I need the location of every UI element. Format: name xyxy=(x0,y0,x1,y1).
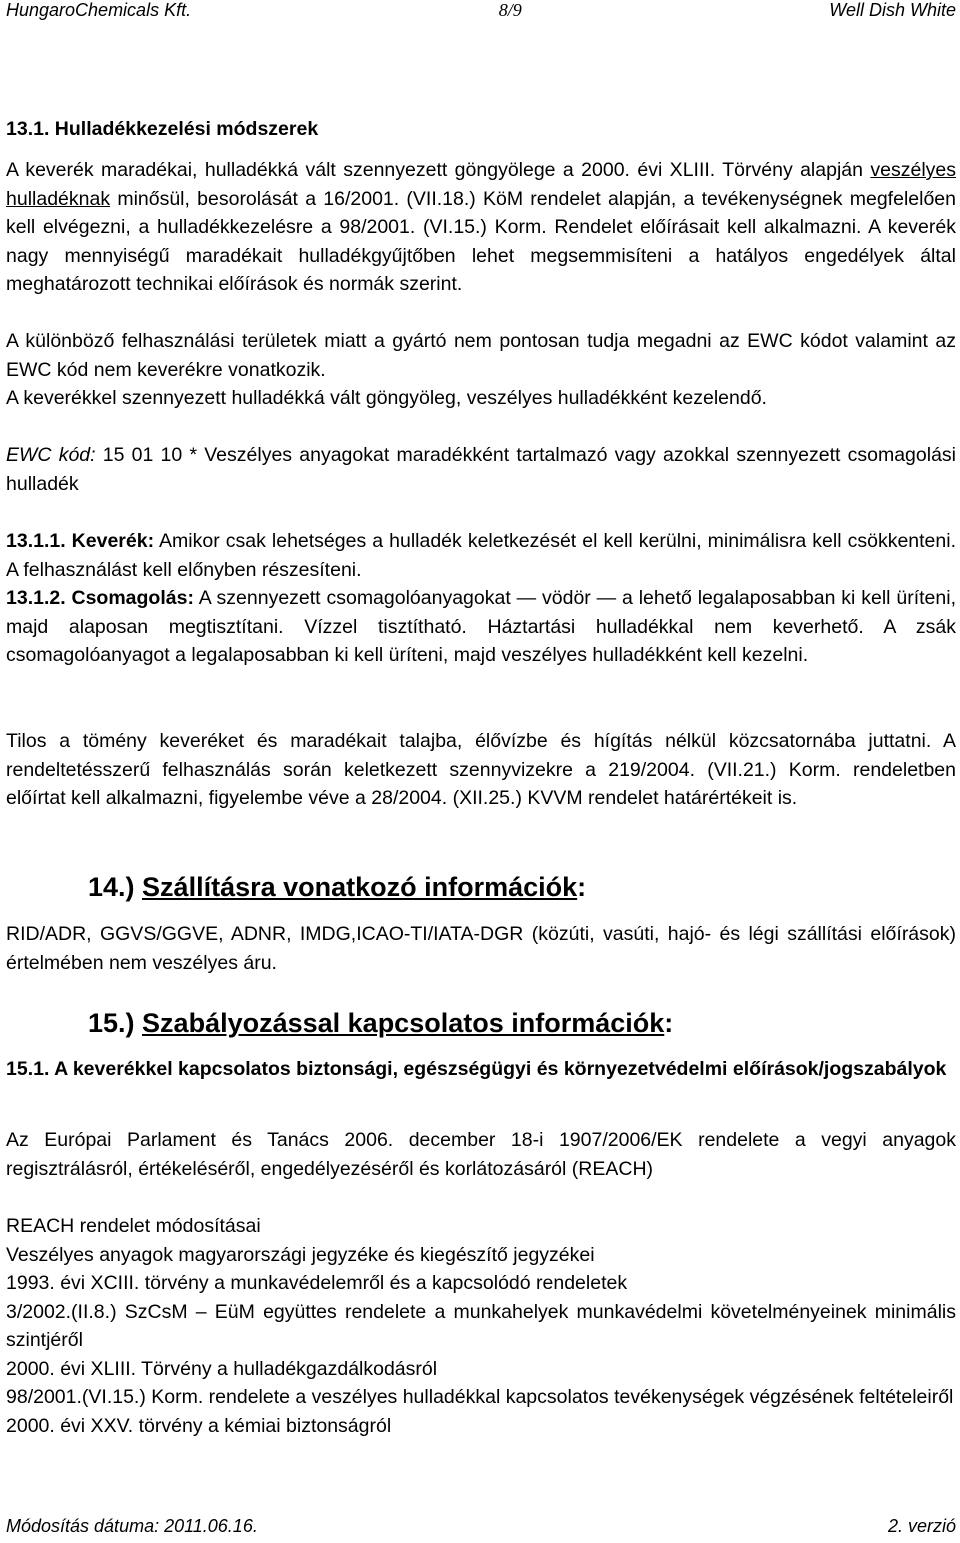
footer-version: 2. verzió xyxy=(887,1516,956,1536)
reach-regulation: Az Európai Parlament és Tanács 2006. december 18-i 1907/2006/EK rendelete a vegyi anyagok regisztrálásról, értékeléséről, engedélyezéséről és korlátozásáról (REACH) xyxy=(6,1129,956,1180)
header-page-number: 8/9 xyxy=(498,0,522,20)
ewc-code-text: 15 01 10 * Veszélyes anyagokat maradékként tartalmazó vagy azokkal szennyezett csomagolási hulladék xyxy=(6,444,956,495)
regulation-item: 2000. évi XLIII. Törvény a hulladékgazdálkodásról xyxy=(6,1357,438,1380)
page-footer xyxy=(6,1516,956,1537)
section-14-number: 14.) xyxy=(88,872,135,902)
page-header xyxy=(6,0,956,21)
section-15-title: Szabályozással kapcsolatos információk xyxy=(142,1008,665,1038)
section-13-1-2-text: A szennyezett csomagolóanyagokat — vödör — a lehető legalaposabban ki kell üríteni, majd alaposan megtisztítani. Vízzel tisztítható. Háztartási hulladékkal nem keverhető. A zsák csomagolóanyagot a legalaposabban ki kell üríteni, majd veszélyes hulladékként kell kezelni. xyxy=(6,587,956,666)
section-13-1-paragraph-2: A különböző felhasználási területek miatt a gyártó nem pontosan tudja megadni az EWC kódot valamint az EWC kód nem keverékre vonatkozik. xyxy=(6,330,956,381)
section-13-1-paragraph-3: A keverékkel szennyezett hulladékká vált göngyöleg, veszélyes hulladékként kezelendő. xyxy=(6,387,767,409)
header-company: HungaroChemicals Kft. xyxy=(6,0,192,20)
footer-modified-date: Módosítás dátuma: 2011.06.16. xyxy=(6,1516,258,1536)
regulation-item: REACH rendelet módosításai xyxy=(6,1215,261,1237)
ewc-code-label: EWC kód: xyxy=(6,444,96,466)
section-13-1-1-label: 13.1.1. Keverék: xyxy=(6,530,155,552)
regulation-item: 1993. évi XCIII. törvény a munkavédelemről és a kapcsolódó rendeletek xyxy=(6,1272,628,1294)
section-13-1-2 xyxy=(6,584,956,670)
section-14-title: Szállításra vonatkozó információk xyxy=(142,872,578,902)
header-product: Well Dish White xyxy=(829,0,956,20)
section-14-heading xyxy=(88,870,586,904)
section-13-1-2-label: 13.1.2. Csomagolás: xyxy=(6,587,194,609)
section-15-1-title: 15.1. A keverékkel kapcsolatos biztonsági, egészségügyi és környezetvédelmi előírások/jogszabályok xyxy=(6,1058,947,1080)
regulation-list xyxy=(6,1212,956,1440)
section-14-text: RID/ADR, GGVS/GGVE, ADNR, IMDG,ICAO-TI/IATA-DGR (közúti, vasúti, hajó- és légi szállítási előírások) értelmében nem veszélyes áru. xyxy=(6,923,956,974)
section-13-1-1-text: Amikor csak lehetséges a hulladék keletkezését el kell kerülni, minimálisra kell csökkenteni. A felhasználást kell előnyben részesíteni. xyxy=(6,530,956,581)
section-14-colon: : xyxy=(577,872,587,902)
regulation-item: 3/2002.(II.8.) SzCsM – EüM együttes rendelete a munkahelyek munkavédelmi követelményeinek minimális szintjéről xyxy=(6,1300,956,1351)
section-13-1-title: 13.1. Hulladékkezelési módszerek xyxy=(6,118,319,140)
p1-text-a: A keverék maradékai, hulladékká vált szennyezett göngyölege a 2000. évi XLIII. Törvény alapján xyxy=(6,159,871,181)
regulation-item: 2000. évi XXV. törvény a kémiai biztonságról xyxy=(6,1414,392,1437)
regulation-item: Veszélyes anyagok magyarországi jegyzéke és kiegészítő jegyzékei xyxy=(6,1243,595,1266)
section-13-1-1 xyxy=(6,527,956,584)
ewc-code-paragraph xyxy=(6,441,956,498)
regulation-item: 98/2001.(VI.15.) Korm. rendelete a veszélyes hulladékkal kapcsolatos tevékenységek végzésének feltételeiről xyxy=(6,1386,954,1408)
section-15-heading xyxy=(88,1006,673,1040)
p1-text-b: minősül, besorolását a 16/2001. (VII.18.) KöM rendelet alapján, a tevékenységnek megfelelően kell elvégezni, a hulladékkezelésre a 98/2001. (VI.15.) Korm. Rendelet előírásait kell alkalmazni. A keverék nagy mennyiségű maradékait hulladékgyűjtőben lehet megsemmisíteni a hatályos engedélyek által meghatározott technikai előírások és normák szerint. xyxy=(6,187,956,295)
hazardous-waste-link[interactable]: veszélyes hulladéknak xyxy=(6,159,956,210)
section-15-number: 15.) xyxy=(88,1008,135,1038)
section-15-colon: : xyxy=(664,1008,674,1038)
prohibition-paragraph: Tilos a tömény keveréket és maradékait talajba, élővízbe és hígítás nélkül közcsatornába juttatni. A rendeltetésszerű felhasználás során keletkezett szennyvizekre a 219/2004. (VII.21.) Korm. rendeletben előírtat kell alkalmazni, figyelembe véve a 28/2004. (XII.25.) KVVM rendelet határértékeit is. xyxy=(6,730,956,809)
section-13-1-paragraph-1 xyxy=(6,156,956,299)
